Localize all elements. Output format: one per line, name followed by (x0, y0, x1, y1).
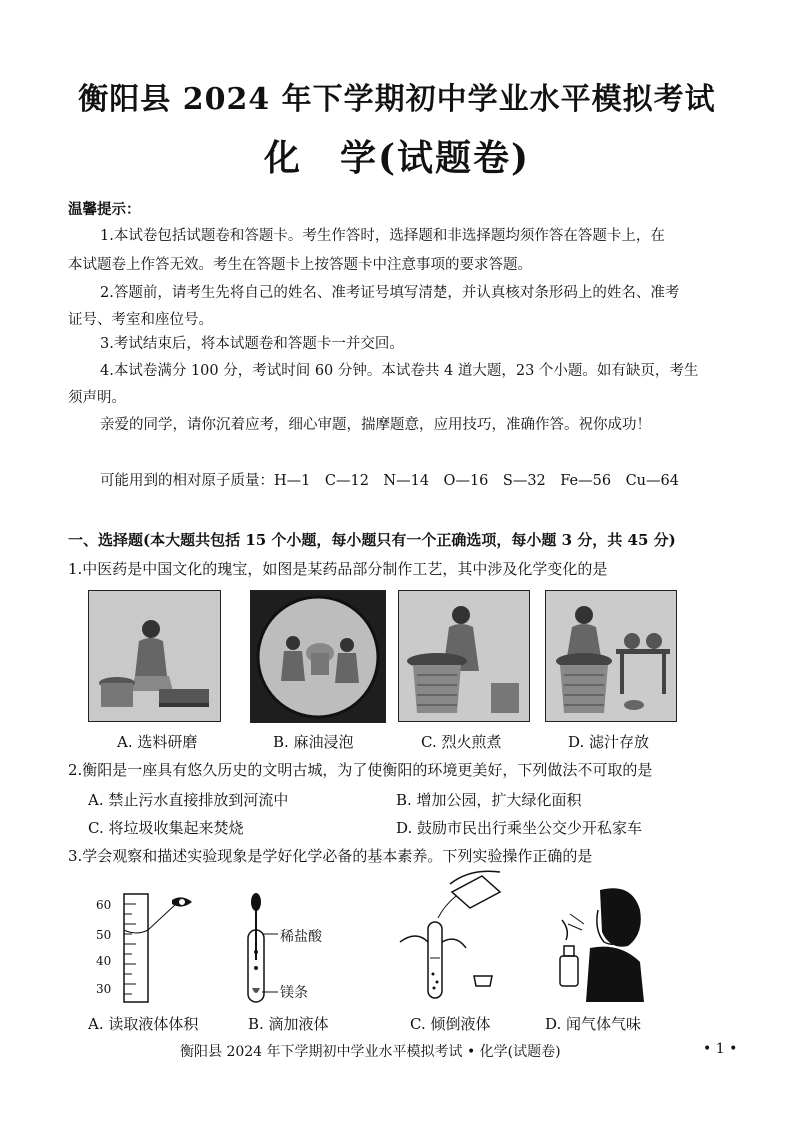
cylinder-tick-50: 50 (96, 928, 112, 942)
q3-figure-d (540, 880, 660, 1005)
pouring-illustration (390, 862, 520, 1005)
question-3-stem: 3.学会观察和描述实验现象是学好化学必备的基本素养。下列实验操作正确的是 (68, 847, 593, 865)
notice-line: 证号、考室和座位号。 (68, 312, 213, 328)
grinding-illustration (89, 591, 220, 721)
page-footer: 衡阳县 2024 年下学期初中学业水平模拟考试 • 化学(试题卷) (180, 1044, 561, 1060)
q2-option-c: C. 将垃圾收集起来焚烧 (88, 819, 244, 837)
notice-line: 3.考试结束后，将本试题卷和答题卡一并交回。 (100, 336, 404, 352)
label-dilute-hcl: 稀盐酸 (280, 929, 322, 945)
q1-figure-c (398, 590, 530, 722)
cylinder-tick-30: 30 (96, 982, 112, 996)
page-number: • 1 • (703, 1041, 738, 1057)
q2-option-a: A. 禁止污水直接排放到河流中 (88, 791, 289, 809)
q3-option-c: C. 倾倒液体 (410, 1015, 491, 1033)
q1-figure-b (250, 590, 386, 723)
cylinder-tick-60: 60 (96, 898, 112, 912)
boiling-illustration (399, 591, 529, 721)
label-magnesium-strip: 镁条 (280, 985, 308, 1001)
graduated-cylinder-illustration (96, 890, 206, 1005)
exam-title: 衡阳县 2024 年下学期初中学业水平模拟考试 (78, 82, 716, 117)
section-heading: 一、选择题(本大题共包括 15 个小题，每小题只有一个正确选项，每小题 3 分，共 45 分) (68, 531, 676, 549)
notice-line: 2.答题前，请考生先将自己的姓名、准考证号填写清楚，并认真核对条形码上的姓名、准考 (100, 285, 680, 301)
q3-figure-b (240, 890, 350, 1005)
q2-option-d: D. 鼓励市民出行乘坐公交少开私家车 (396, 819, 643, 837)
cylinder-tick-40: 40 (96, 954, 112, 968)
soaking-illustration (251, 591, 385, 722)
q1-option-a: A. 选料研磨 (117, 733, 198, 751)
smelling-gas-illustration (540, 880, 660, 1005)
q1-option-c: C. 烈火煎煮 (421, 733, 502, 751)
filtering-illustration (546, 591, 676, 721)
notice-line: 亲爱的同学，请你沉着应考，细心审题，揣摩题意，应用技巧，准确作答。祝你成功！ (100, 417, 651, 433)
q3-figure-c (390, 862, 520, 1005)
q1-option-d: D. 滤汁存放 (568, 733, 650, 751)
notice-line: 本试题卷上作答无效。考生在答题卡上按答题卡中注意事项的要求答题。 (68, 257, 532, 273)
notice-line: 1.本试卷包括试题卷和答题卡。考生作答时，选择题和非选择题均须作答在答题卡上，在 (100, 228, 665, 244)
question-2-stem: 2.衡阳是一座具有悠久历史的文明古城，为了使衡阳的环境更美好，下列做法不可取的是 (68, 761, 653, 779)
q3-option-d: D. 闻气体气味 (545, 1015, 642, 1033)
q3-option-b: B. 滴加液体 (248, 1015, 329, 1033)
exam-subtitle: 化 学(试题卷) (263, 137, 531, 179)
notice-heading: 温馨提示： (68, 201, 141, 218)
q3-figure-a (96, 890, 206, 1005)
notice-line: 须声明。 (68, 390, 126, 406)
q2-option-b: B. 增加公园，扩大绿化面积 (396, 791, 582, 809)
q1-figure-a (88, 590, 221, 722)
question-1-stem: 1.中医药是中国文化的瑰宝，如图是某药品部分制作工艺，其中涉及化学变化的是 (68, 560, 608, 578)
notice-line: 4.本试卷满分 100 分，考试时间 60 分钟。本试卷共 4 道大题，23 个小题。如有缺页，考生 (100, 363, 699, 379)
q1-option-b: B. 麻油浸泡 (273, 733, 354, 751)
q1-figure-d (545, 590, 677, 722)
atomic-masses: 可能用到的相对原子质量：H—1 C—12 N—14 O—16 S—32 Fe—56 Cu—64 (100, 473, 679, 489)
q3-option-a: A. 读取液体体积 (88, 1015, 199, 1033)
